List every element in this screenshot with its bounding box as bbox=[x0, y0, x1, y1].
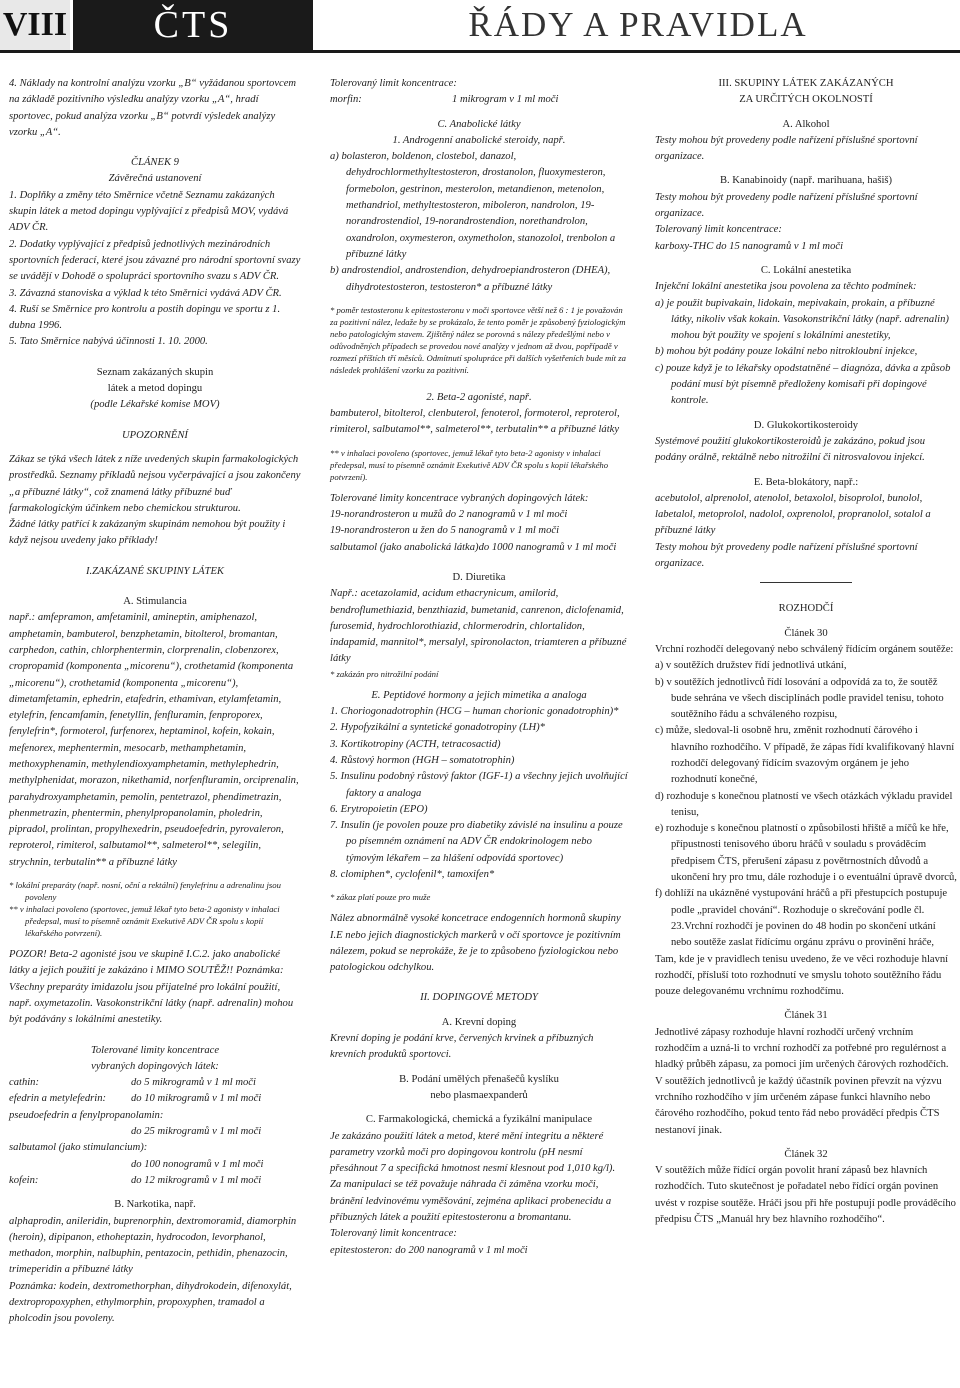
article-30-item-b: b) v soutěžích jednotlivců řídí losování a odpovídá za to, že soutěž bude sehrána ve všech disciplínách podle pravidel tenisu, tohoto soutěžního řádu a schváleného rozpisu, bbox=[655, 676, 944, 721]
limit-substance: cathin: bbox=[9, 1077, 40, 1089]
anesthetics-item-b: b) mohou být podány pouze lokální nebo nitrokloubní injekce, bbox=[655, 346, 918, 358]
limit-salbutamol-value: do 100 nonogramů v 1 ml moči bbox=[131, 1158, 264, 1170]
beta-blockers-list: acebutolol, alprenolol, atenolol, betaxolol, bisoprolol, bunolol, labetalol, metoprolol, nadolol, oxprenolol, propranolol, sotalol a příbuzné látky bbox=[655, 492, 931, 537]
limit-row-cathin bbox=[9, 1075, 301, 1091]
manipulation-heading: C. Farmakologická, chemická a fyzikální manipulace bbox=[365, 1114, 593, 1126]
article-31-text: Jednotlivé zápasy rozhoduje hlavní rozhodčí určený vrchním rozhodčím a uzná-li to vrchní rozhodčí za potřebné pro regulérnost a hladký průběh zápasu, za pomoci jím určených čárových rozhodčích. bbox=[655, 1026, 949, 1071]
anesthetics-text: Injekční lokální anestetika jsou povolena za těchto podmínek: bbox=[655, 281, 917, 293]
footnote-1: * lokální preparáty (např. nosní, oční a rektální) fenylefrinu a adrenalinu jsou povoleny bbox=[9, 880, 281, 903]
section-II-heading: II. DOPINGOVÉ METODY bbox=[420, 992, 538, 1004]
limit-row-kofein bbox=[9, 1173, 301, 1189]
beta-blockers-heading: E. Beta-blokátory, např.: bbox=[753, 476, 859, 488]
diuretics-heading: D. Diuretika bbox=[452, 571, 506, 583]
warning-text: Zákaz se týká všech látek z níže uvedených skupin farmakologických prostředků. Seznamy příkladů nejsou vyčerpávající a jsou zakončeny „a příbuzné látky“, což znamená látky příbuzné buď farmakologickým účinkem nebo chemickou strukturou. bbox=[9, 453, 301, 514]
limit-substance: kofein: bbox=[9, 1174, 39, 1186]
cannabinoids-text: Testy mohou být provedeny podle nařízení příslušné sportovní organizace. bbox=[655, 191, 918, 220]
article-32-text: V soutěžích může řídící orgán povolit hraní zápasů bez hlavních rozhodčích. Tuto skutečnost je pořadatel nebo řídící orgán povinen uvést v rozpise soutěže. Hráči jsou při hře postupují podle prováděcího předpisu ČTS „Manuál hry bez hlavního rozhodčího“. bbox=[655, 1165, 956, 1225]
article-9-heading: ČLÁNEK 9 bbox=[131, 157, 179, 169]
alcohol-heading: A. Alkohol bbox=[782, 118, 830, 130]
cannabinoids-limit-label: Tolerovaný limit koncentrace: bbox=[655, 224, 782, 236]
peptide-note: Nález abnormálně vysoké koncetrace endogenních hormonů skupiny I.E nebo jejich diagnostických markerů v očí sportovce je pozitivním nálezem, pokud se neprokáže, že je to způsobeno fyziologickou nebo patologickou odchylkou. bbox=[330, 913, 621, 974]
peptide-item-6: 6. Erytropoietin (EPO) bbox=[330, 803, 428, 815]
article-9-subtitle: Závěrečná ustanovení bbox=[108, 173, 202, 185]
list-title-2: látek a metod dopingu bbox=[107, 383, 203, 395]
limit-value: do 5 mikrogramů v 1 ml moči bbox=[131, 1077, 256, 1089]
article-32-heading: Článek 32 bbox=[784, 1148, 828, 1160]
blood-doping-text: Krevní doping je podání krve, červených krvinek a příbuzných krevních produktů sportovci. bbox=[330, 1033, 594, 1061]
anesthetics-item-a: a) je použit bupivakain, lidokain, mepivakain, prokain, a příbuzné látky, nikoliv však kokain. Vasokonstrikční látky (např. adrenalin) mohou být použity ve spojení s lokálními anestetiky, bbox=[655, 297, 949, 342]
section-I-heading: I.ZAKÁZANÉ SKUPINY LÁTEK bbox=[85, 565, 225, 577]
limit-substance: efedrin a metylefedrin: bbox=[9, 1093, 107, 1105]
peptide-item-8: 8. clomiphen*, cyclofenil*, tamoxifen* bbox=[330, 868, 495, 880]
column-right bbox=[655, 76, 957, 1228]
article-30-text: Vrchní rozhodčí delegovaný nebo schválený řídícím orgánem soutěže: bbox=[655, 643, 954, 655]
list-title-3: (podle Lékařské komise MOV) bbox=[90, 399, 220, 411]
oxygen-carriers-heading-1: B. Podání umělých přenašečů kyslíku bbox=[399, 1073, 559, 1085]
manipulation-limit-label: Tolerovaný limit koncentrace: bbox=[330, 1228, 457, 1240]
volume-number: VIII bbox=[0, 0, 70, 50]
limit-line-2: 19-norandrosteron u žen do 5 nanogramů v 1 ml moči bbox=[330, 525, 560, 537]
glucocorticoids-text: Systémové použití glukokortikosteroidů je zakázáno, pokud jsou podány orálně, rektálně nebo nitrožilní či nitrosvalovou injekcí. bbox=[655, 435, 926, 464]
final-provision-1: 1. Doplňky a změny této Směrnice včetně Seznamu zakázaných skupin látek a metod dopingu vyplývající z předpisů MOV, vydává ADV ČR. bbox=[9, 189, 289, 234]
anabolics-list-b: b) androstendiol, androstendion, dehydroepiandrosteron (DHEA), dihydrotestosteron, testosteron* a příbuzné látky bbox=[330, 265, 611, 293]
article-30-item-e: e) rozhoduje s konečnou platností o způsobilosti hřiště a míčů ke hře, přípustnosti tenisového úboru hráčů v souladu s prováděcím předpisem ČTS, přerušení zápasu z povětrnostních důvodů a ukončení hry pro tmu, dále rozhoduje i o eventuální úpravě dvorců, bbox=[655, 823, 957, 884]
anabolics-subheading: 1. Androgenní anabolické steroidy, např. bbox=[392, 134, 566, 146]
beta2-list: bambuterol, bitolterol, clenbuterol, fenoterol, formoterol, reproterol, rimiterol, salbutamol**, salmeterol**, terbutalin** a příbuzné látky bbox=[330, 408, 620, 436]
tolerated-limits-title-2: vybraných dopingových látek: bbox=[91, 1060, 219, 1072]
manipulation-limit-value: epitestosteron: do 200 nanogramů v 1 ml moči bbox=[330, 1244, 528, 1256]
column-middle bbox=[330, 76, 628, 1259]
peptide-item-7: 7. Insulin (je povolen pouze pro diabetiky závislé na insulinu a pouze po písemném oznámení na ADV ČR endokrinologem nebo týmovým lékařem – za hlášení odpovídá sportovec) bbox=[330, 820, 623, 864]
section-title: ŘÁDY A PRAVIDLA bbox=[316, 0, 960, 50]
list-title-1: Seznam zakázaných skupin bbox=[96, 366, 214, 378]
section-III-heading-1: III. SKUPINY LÁTEK ZAKÁZANÝCH bbox=[718, 78, 894, 89]
section-divider bbox=[760, 582, 852, 583]
final-provision-4: 4. Ruší se Směrnice pro kontrolu a postih dopingu ve sportu z 1. dubna 1996. bbox=[9, 303, 281, 332]
limit-row-morfin bbox=[330, 92, 628, 108]
caution-note: POZOR! Beta-2 agonisté jsou ve skupině I.C.2. jako anabolické látky a jejich použití je zakázáno i MIMO SOUTĚŽ!! Poznámka: Všechny preparáty imidazolu jsou přijatelné pro lokální použití, např. oxymetazolin. Vasokonstrikční látky (např. adrenalin) mohou být podávány s lokálními anestetiky. bbox=[9, 949, 294, 1026]
referees-heading: ROZHODČÍ bbox=[778, 603, 834, 615]
column-left bbox=[9, 76, 301, 1328]
anesthetics-heading: C. Lokální anestetika bbox=[760, 264, 852, 276]
final-provision-5: 5. Tato Směrnice nabývá účinnosti 1. 10. 2000. bbox=[9, 336, 208, 348]
final-provision-3: 3. Závazná stanoviska a výklad k této Směrnici vydává ADV ČR. bbox=[9, 287, 282, 299]
article-30-item-f: f) dohlíží na ukázněné vystupování hráčů a při přestupcích postupuje podle „pravidel chování“. Rozhoduje o skrečování podle čl. 23.Vrchní rozhodčí je povinen do 48 hodin po skončení utkání nebo soutěže zaslat řídícímu orgánu zprávu o provinění hráče, bbox=[655, 888, 948, 949]
limit-pseudoefedrin-value: do 25 mikrogramů v 1 ml moči bbox=[131, 1126, 262, 1138]
tolerated-limits-title-1: Tolerované limity koncentrace bbox=[90, 1044, 220, 1056]
limit-pseudoefedrin: pseudoefedrin a fenylpropanolamin: bbox=[9, 1109, 164, 1121]
anabolics-footnote: * poměr testosteronu k epitestosteronu v moči sportovce větší než 6 : 1 je považován za pozitivní nález, ledaže by se prokázalo, že tento poměr je způsobený fyziologickým nebo patologickým stavem. Zjištěný nález se porovná s nálezy předešlými nebo v odůvodněných případech se provedou nové analýzy v jednom až dvou, popřípadě v rozmezí příštích tří měsíců. Odmítnutí spolupráce při dalších vyšetřeních bude mít za následek prohlášení vzorku za pozitivní. bbox=[330, 304, 626, 375]
article-31-heading: Článek 31 bbox=[784, 1010, 828, 1022]
anabolics-heading: C. Anabolické látky bbox=[437, 118, 521, 130]
diuretics-footnote: * zakázán pro nitrožilní podání bbox=[330, 668, 439, 679]
limit-value: do 10 mikrogramů v 1 ml moči bbox=[131, 1093, 262, 1105]
anesthetics-item-c: c) pouze když je to lékařsky opodstatněné – diagnóza, dávka a způsob podání musí být písemně předloženy komisaři při dopingové kontrole. bbox=[655, 362, 951, 407]
final-provision-2: 2. Dodatky vyplývající z předpisů jednotlivých mezinárodních sportovních federací, které jsou závazné pro národní sportovní svazy se uvádějí v Dohodě o spolupráci sportovního svazu s ADV ČR. bbox=[9, 238, 301, 283]
narcotics-note: Poznámka: kodein, dextromethorphan, dihydrokodein, difenoxylát, dextropropoxyphen, ethylmorphin, propoxyphen, tramadol a pholcodin jsou povoleny. bbox=[9, 1280, 292, 1325]
diuretics-list: Např.: acetazolamid, acidum ethacrynicum, amilorid, bendroflumethiazid, benzthiazid, bumetanid, canrenon, diclofenamid, furosemid, hydrochlorothiazid, chlormerodrin, chlortalidon, indapamid, mannitol*, mersalyl, spironolacton, triamteren a příbuzné látky bbox=[330, 588, 627, 665]
article-30-tail: Tam, kde je v pravidlech tenisu uvedeno, že ve věci rozhoduje hlavní rozhodčí, přísluší toto rozhodnutí ve smyslu tohoto soutěžního řádu pouze delegovanému vrchnímu rozhodčímu. bbox=[655, 953, 949, 998]
footnote-2: ** v inhalaci povoleno (sportovec, jemuž lékař tyto beta-2 agonisty v inhalaci předepsal, musí to písemně oznámit Exekutivě ADV ČR spolu s kopií lékařského potvrzení). bbox=[9, 904, 280, 939]
peptide-item-3: 3. Kortikotropiny (ACTH, tetracosactid) bbox=[330, 738, 501, 750]
paragraph-4: 4. Náklady na kontrolní analýzu vzorku „B“ vyžádanou sportovcem na základě pozitivního výsledku analýzy vzorku „A“, hradí sportovec, pokud analýza vzorku „B“ potvrdí výsledek analýzy vzorku „A“. bbox=[9, 78, 297, 138]
article-30-heading: Článek 30 bbox=[784, 627, 828, 639]
article-30-item-c: c) může, sledoval-li osobně hru, změnit rozhodnutí čárového i hlavního rozhodčího. V případě, že zápas řídí kvalifikovaný hlavní rozhodčí delegovaný řídícím svazovým orgánem je jeho rozhodnutí konečné, bbox=[655, 725, 955, 786]
oxygen-carriers-heading-2: nebo plasmaexpanderů bbox=[430, 1089, 528, 1101]
manipulation-text: Je zakázáno použití látek a metod, které mění integritu a některé parametry vzorků moči pro dopingovou kontrolu (pH nesmí přesáhnout 7 a specifická hmotnost nesmí klesnout pod 1,010 kg/l). Za manipulaci se též považuje náhrada či záměna vzorku moči, bránění ledvinovému vyměšování, zejména aplikaci probenecidu a příbuzných látek a použití epitestosteronu a bromantanu. bbox=[330, 1130, 616, 1224]
tolerated-limit-label: Tolerovaný limit koncentrace: bbox=[330, 78, 457, 89]
beta-blockers-text: Testy mohou být provedeny podle nařízení příslušné sportovní organizace. bbox=[655, 541, 918, 570]
peptide-item-4: 4. Růstový hormon (HGH – somatotrophin) bbox=[330, 754, 515, 766]
section-III-heading-2: ZA URČITÝCH OKOLNOSTÍ bbox=[739, 94, 873, 106]
organization-label: ČTS bbox=[73, 0, 313, 50]
limit-line-3: salbutamol (jako anabolická látka)do 1000 nanogramů v 1 ml moči bbox=[330, 541, 617, 553]
stimulants-list: např.: amfepramon, amfetaminil, amineptin, amiphenazol, amphetamin, bambuterol, benzphetamin, bitolterol, bromantan, carphedon, cathin, chlorphentermin, clorprenalin, clobenzorex, cropropamid (komponenta „micorenu“), crothetamid (komponenta „micorenu“), crothetamid (komponenta „micorenu“), dimetamfetamin, ephedrin, etafedrin, ethamivan, etylamfetamin, etylefrin, fencamfamin, fenetyllin, fenfluramin, fenproporex, fenylefrin*, formoterol, furfenorex, heptaminol, kofein, kokain, mefenorex, mephentermin, mesocarb, methamphetamin, methoxyphenamin, methylendioxyamphetamin, methylephedrin, methylphenidat, morazon, nikethamid, norfenfluramin, orciprenalin, parahydroxyamphetamin, pemolin, pentetrazol, phendimetrazin, phenmetrazin, phentermin, phenylpropanolamin, pholedrin, pipradol, prolintan, propylhexedrin, pseudoefedrin, pyrovaleron, reproterol, rimiterol, salbutamol**, salmeterol**, selegilin, strychnin, terbutalin** a příbuzné látky bbox=[9, 612, 299, 868]
limit-row-efedrin bbox=[9, 1091, 301, 1107]
warning-heading: UPOZORNĚNÍ bbox=[122, 429, 188, 441]
tolerated-limits-text: Tolerované limity koncentrace vybraných dopingových látek: bbox=[330, 492, 589, 504]
limit-value: 1 mikrogram v 1 ml moči bbox=[452, 94, 559, 106]
blood-doping-heading: A. Krevní doping bbox=[441, 1016, 517, 1028]
peptide-heading: E. Peptidové hormony a jejich mimetika a analoga bbox=[371, 689, 587, 701]
limit-line-1: 19-norandrosteron u mužů do 2 nanogramů v 1 ml moči bbox=[330, 509, 568, 521]
peptide-item-2: 2. Hypofyzikální a syntetické gonadotropiny (LH)* bbox=[330, 722, 545, 734]
narcotics-list: alphaprodin, anileridin, buprenorphin, dextromoramid, diamorphin (heroin), dipipanon, ethoheptazin, hydrocodon, levorphanol, methadon, morphin, nalbuphin, pentazocin, pethidin, phenazocin, trimeperidin a příbuzné látky bbox=[9, 1215, 297, 1276]
peptide-footnote: * zákaz platí pouze pro muže bbox=[330, 892, 431, 903]
peptide-item-5: 5. Insulinu podobný růstový faktor (IGF-1) a všechny jejich uvolňující faktory a analoga bbox=[330, 771, 628, 799]
stimulants-heading: A. Stimulancia bbox=[123, 596, 187, 608]
anabolics-list-a: a) bolasteron, boldenon, clostebol, danazol, dehydrochlormethyltestosteron, drostanolon, fluoxymesteron, formebolon, gestrinon, mesterolon, metandienon, metenolon, methandriol, methyltestosteron, miboleron, nandrolon, 19-norandrostendiol, 19-norandrostendion, norethandrolon, oxandrolon, oxymesteron, oxymetholon, stanozolol, trenbolon a příbuzné látky bbox=[330, 151, 616, 260]
narcotics-heading: B. Narkotika, např. bbox=[114, 1199, 196, 1211]
glucocorticoids-heading: D. Glukokortikosteroidy bbox=[753, 419, 859, 431]
alcohol-text: Testy mohou být provedeny podle nařízení příslušné sportovní organizace. bbox=[655, 134, 918, 163]
warning-text-2: Žádné látky patřící k zakázaným skupinám nemohou být použity i když nejsou uvedeny jako příklady! bbox=[9, 519, 286, 547]
peptide-item-1: 1. Choriogonadotrophin (HCG – human chorionic gonadotrophin)* bbox=[330, 706, 619, 718]
cannabinoids-heading: B. Kanabinoidy (např. marihuana, hašiš) bbox=[719, 175, 893, 187]
limit-value: do 12 mikrogramů v 1 ml moči bbox=[131, 1174, 262, 1186]
beta2-footnote: ** v inhalaci povoleno (sportovec, jemuž lékař tyto beta-2 agonisty v inhalaci předepsal, musí to písemně oznámit Exekutivě ADV ČR spolu s kopií lékařského potvrzení). bbox=[330, 447, 609, 482]
limit-salbutamol: salbutamol (jako stimulancium): bbox=[9, 1142, 148, 1154]
article-30-item-d: d) rozhoduje s konečnou platností ve všech otázkách výkladu pravidel tenisu, bbox=[655, 790, 953, 818]
article-31-text-2: V soutěžích jednotlivců je každý účastník povinen převzít na výzvu vrchního rozhodčího v jím určeném zápase funkci hlavního nebo čárového rozhodčího, pokud tento řád nebo prováděcí předpis ČTS nestanoví jinak. bbox=[655, 1075, 942, 1136]
beta2-heading: 2. Beta-2 agonisté, např. bbox=[426, 391, 532, 403]
limit-substance: morfin: bbox=[330, 94, 362, 106]
cannabinoids-limit-value: karboxy-THC do 15 nanogramů v 1 ml moči bbox=[655, 240, 844, 252]
page-header bbox=[0, 0, 960, 53]
article-30-item-a: a) v soutěžích družstev řídí jednotlivá utkání, bbox=[655, 660, 847, 672]
